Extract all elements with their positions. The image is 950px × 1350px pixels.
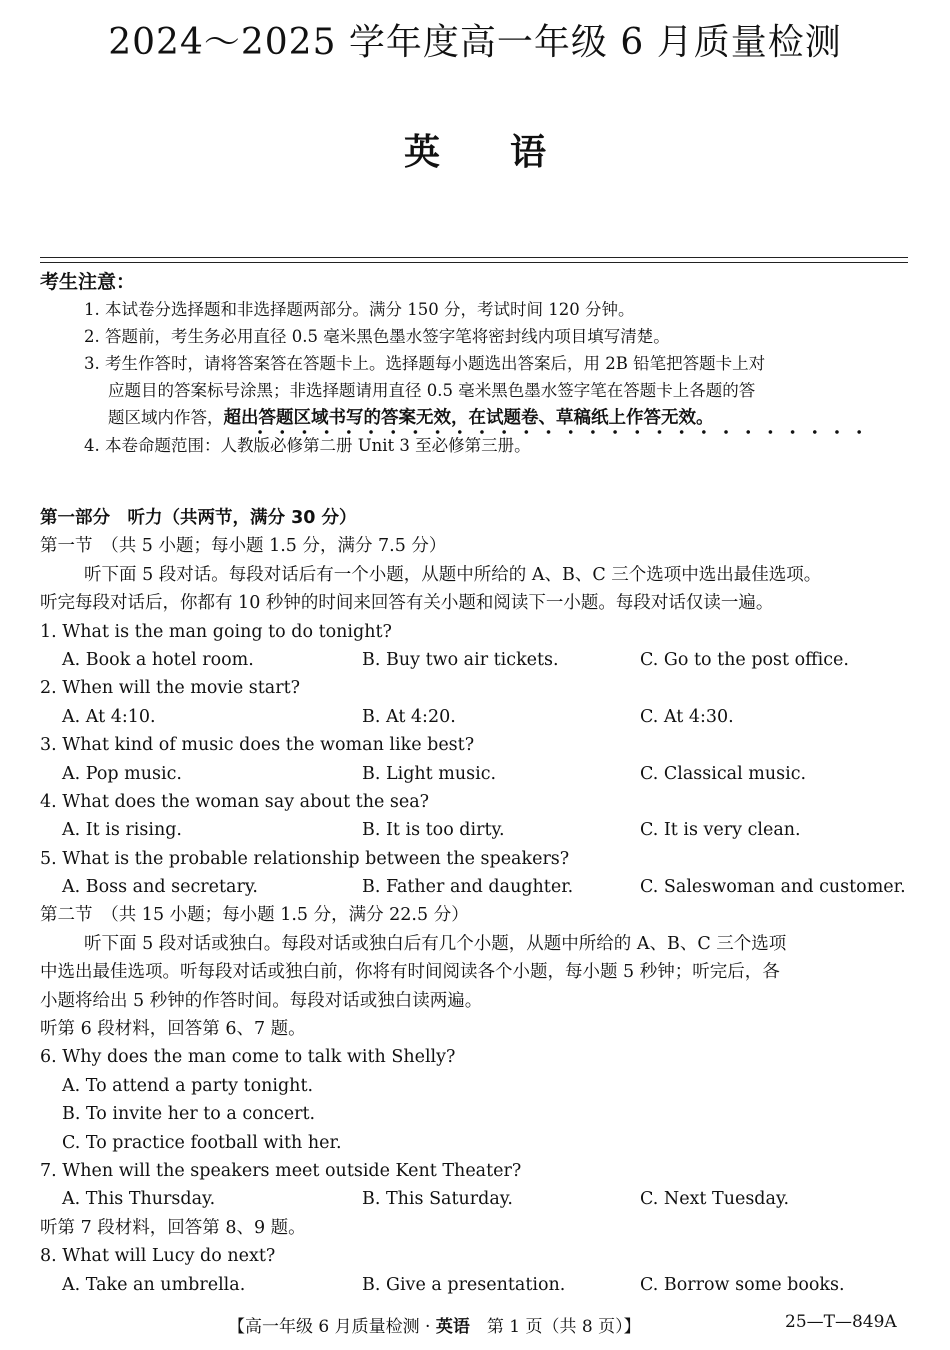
material-6-instruction: 听第 6 段材料，回答第 6、7 题。 [40,1019,306,1040]
question-1-options [40,646,915,674]
header-rule-top [40,257,908,258]
option-c: C. Go to the post office. [640,649,849,670]
footer-subject: 英语 [435,1317,470,1337]
subject-char-1: 英 [403,132,440,173]
question-2-options [40,703,915,731]
option-b: B. Buy two air tickets. [362,649,559,670]
section1-intro-line-1: 听下面 5 段对话。每段对话后有一个小题，从题中所给的 A、B、C 三个选项中选出最佳选项。 [84,564,822,585]
option-b: B. It is too dirty. [362,820,505,841]
option-b: B. Light music. [362,763,497,784]
listening-part [40,504,915,1299]
option-a: A. Take an umbrella. [62,1274,246,1295]
option-b: B. This Saturday. [362,1189,513,1210]
question-6-option-c: C. To practice football with her. [62,1132,342,1153]
question-6-option-b: B. To invite her to a concert. [62,1104,316,1125]
notice-item-4: 4. 本卷命题范围：人教版必修第二册 Unit 3 至必修第三册。 [84,436,531,455]
option-a: A. Book a hotel room. [62,649,254,670]
question-4: 4. What does the woman say about the sea? [40,791,430,812]
subject-char-2: 语 [510,132,547,173]
question-8: 8. What will Lucy do next? [40,1246,276,1267]
question-5: 5. What is the probable relationship between the speakers? [40,848,570,869]
section2-intro-line-3: 小题将给出 5 秒钟的作答时间。每段对话或独白读两遍。 [40,990,483,1011]
question-7: 7. When will the speakers meet outside Kent Theater? [40,1160,522,1181]
option-c: C. Next Tuesday. [640,1189,790,1210]
option-c: C. At 4:30. [640,706,734,727]
question-7-options [40,1185,915,1213]
option-c: C. Classical music. [640,763,807,784]
section2-intro-line-1: 听下面 5 段对话或独白。每段对话或独白后有几个小题，从题中所给的 A、B、C 三个选项 [84,933,787,954]
option-a: A. Boss and secretary. [62,877,258,898]
section1-intro-line-2: 听完每段对话后，你都有 10 秒钟的时间来回答有关小题和阅读下一小题。每段对话仅读一遍。 [40,593,774,614]
option-c: C. It is very clean. [640,820,801,841]
part1-heading: 第一部分 听力（共两节，满分 30 分） [40,508,357,528]
option-b: B. Give a presentation. [362,1274,566,1295]
notice-item-1: 1. 本试卷分选择题和非选择题两部分。满分 150 分，考试时间 120 分钟。 [84,300,635,319]
option-a: A. At 4:10. [62,706,156,727]
notice-item-3-line-2: 应题目的答案标号涂黑；非选择题请用直径 0.5 毫米黑色墨水签字笔在答题卡上各题的答 [108,381,756,400]
option-a: A. This Thursday. [62,1189,216,1210]
question-3-options [40,760,915,788]
question-6: 6. Why does the man come to talk with Shelly? [40,1047,456,1068]
question-5-options [40,873,915,901]
option-a: A. It is rising. [62,820,182,841]
notice-emphasis: 超出答题区域书写的答案无效，在试题卷、草稿纸上作答无效。 [223,408,714,428]
material-7-instruction: 听第 7 段材料，回答第 8、9 题。 [40,1217,306,1238]
emphasis-dots [249,428,869,436]
option-b: B. Father and daughter. [362,877,574,898]
question-6-option-a: A. To attend a party tonight. [62,1075,314,1096]
option-c: C. Borrow some books. [640,1274,845,1295]
footer-center [228,1312,641,1337]
subject-title [0,124,950,175]
question-2: 2. When will the movie start? [40,678,301,699]
notice-item-3-text: 题区域内作答， [108,408,224,427]
footer-page-number: 第 1 页（共 8 页）】 [469,1317,641,1337]
question-8-options [40,1271,915,1299]
notice-item-2: 2. 答题前，考生务必用直径 0.5 毫米黑色墨水签字笔将密封线内项目填写清楚。 [84,327,670,346]
option-c: C. Saleswoman and customer. [640,877,906,898]
footer-exam-label: 【高一年级 6 月质量检测 · [228,1317,436,1337]
footer-code: 25—T—849A [785,1312,897,1332]
notice-title: 考生注意： [40,271,136,293]
notice-item-3-line-1: 3. 考生作答时，请将答案答在答题卡上。选择题每小题选出答案后，用 2B 铅笔把答题卡上对 [84,354,766,373]
option-b: B. At 4:20. [362,706,456,727]
section2-heading: 第二节 （共 15 小题；每小题 1.5 分，满分 22.5 分） [40,905,469,926]
section1-heading: 第一节 （共 5 小题；每小题 1.5 分，满分 7.5 分） [40,536,447,557]
question-1: 1. What is the man going to do tonight? [40,621,392,642]
exam-title: 2024～2025 学年度高一年级 6 月质量检测 [108,22,842,63]
question-4-options [40,816,915,844]
header-rule-bottom [40,262,908,263]
section2-intro-line-2: 中选出最佳选项。听每段对话或独白前，你将有时间阅读各个小题，每小题 5 秒钟；听完后，各 [40,962,780,983]
question-3: 3. What kind of music does the woman like best? [40,735,475,756]
option-a: A. Pop music. [62,763,182,784]
